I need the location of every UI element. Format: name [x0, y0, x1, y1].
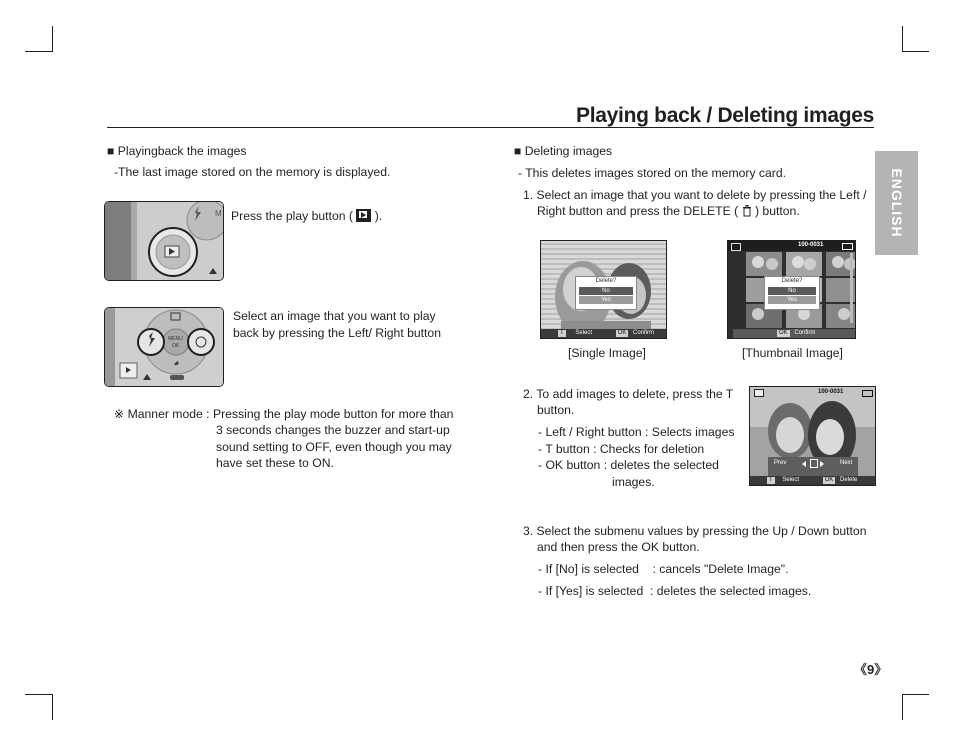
delete-step2-bullet3: - OK button : deletes the selected: [538, 458, 719, 472]
thumb-top-bar: [728, 241, 855, 251]
select-key-ok: OK: [824, 477, 834, 483]
delete-step3-no: - If [No] is selected : cancels "Delete Image".: [538, 562, 789, 576]
delete-step2-bullet2: - T button : Checks for deletion: [538, 442, 705, 456]
select-right-arrow-icon[interactable]: [820, 461, 824, 467]
step1-text-start: Press the play button (: [231, 209, 353, 223]
camera-dpad-drawing: [105, 308, 223, 386]
delete-step1-line2: [537, 203, 800, 219]
right-intro: - This deletes images stored on the memory card.: [518, 166, 787, 180]
select-images-screen: [749, 386, 876, 486]
select-prev-label[interactable]: Prev: [774, 460, 787, 466]
select-top-bar: [750, 387, 875, 398]
right-section-heading: ■ Deleting images: [514, 144, 613, 158]
thumb-label-confirm: Confirm: [794, 330, 816, 336]
single-key-ok: OK: [617, 330, 627, 336]
delete-step2-bullet4: images.: [612, 475, 655, 489]
thumb-play-icon: [731, 243, 741, 251]
step1-text-end: ).: [374, 209, 383, 223]
single-delete-dialog: [575, 276, 637, 310]
thumb-bottom-bar: [733, 329, 855, 338]
thumbnail-delete-screen: [727, 240, 856, 339]
crop-mark-tl-v: [52, 26, 53, 52]
thumb-battery-icon: [842, 243, 853, 250]
step2-line2: back by pressing the Left/ Right button: [233, 326, 441, 340]
delete-step2-bullet1: - Left / Right button : Selects images: [538, 425, 735, 439]
manner-mode-line3: sound setting to OFF, even though you may: [216, 440, 452, 454]
select-key-t: T: [769, 477, 773, 483]
svg-text:M: M: [215, 209, 222, 218]
page-number: 《9》: [854, 662, 888, 677]
delete-step2-line2: button.: [537, 403, 575, 417]
single-bottom-bar: [541, 329, 666, 338]
svg-text:MENU: MENU: [168, 336, 183, 342]
thumb-file-number: 100-0031: [798, 242, 824, 248]
trash-icon: [742, 205, 752, 217]
single-option-no[interactable]: No: [579, 287, 633, 295]
select-images-photo: [750, 387, 875, 485]
crop-mark-br-v: [902, 694, 903, 720]
page-title: Playing back / Deleting images: [576, 104, 874, 127]
delete-step3-yes: - If [Yes] is selected : deletes the selected images.: [538, 584, 812, 598]
delete-step1-line2-end: ) button.: [754, 204, 800, 218]
single-dialog-title: Delete?: [595, 278, 617, 284]
select-next-label[interactable]: Next: [840, 460, 853, 466]
caption-thumbnail-image: [Thumbnail Image]: [742, 346, 843, 360]
delete-step3-line2: and then press the OK button.: [537, 540, 700, 554]
select-bottom-bar: [750, 476, 875, 485]
select-left-arrow-icon[interactable]: [802, 461, 806, 467]
thumb-option-yes[interactable]: Yes: [768, 296, 816, 304]
camera-left-right-buttons-illustration: [104, 307, 224, 387]
thumb-key-ok: OK: [779, 330, 788, 336]
select-file-number: 100-0031: [818, 389, 844, 395]
thumb-dialog-title: Delete?: [781, 278, 803, 284]
delete-step1-line2-start: Right button and press the DELETE (: [537, 204, 739, 218]
delete-step3-line1: 3. Select the submenu values by pressing the Up / Down button: [523, 524, 867, 538]
thumb-scrollbar[interactable]: [850, 253, 853, 323]
select-trash-icon: [810, 459, 818, 468]
left-section-heading: ■ Playingback the images: [107, 144, 247, 158]
caption-single-image: [Single Image]: [568, 346, 646, 360]
single-key-t: T: [560, 330, 564, 336]
crop-mark-tl-h: [25, 51, 52, 52]
manner-mode-line1: ※ Manner mode : Pressing the play mode button for more than: [114, 407, 454, 421]
language-tab-label: ENGLISH: [888, 168, 905, 238]
step2-line1: Select an image that you want to play: [233, 309, 436, 323]
title-rule: [107, 127, 874, 128]
crop-mark-bl-h: [25, 694, 52, 695]
manner-mode-line2: 3 seconds changes the buzzer and start-up: [216, 423, 450, 437]
single-image-delete-screen: [540, 240, 667, 339]
thumb-delete-dialog: [764, 276, 820, 310]
language-tab: [875, 151, 918, 255]
play-button-icon: [356, 209, 371, 222]
delete-step2-line1: 2. To add images to delete, press the T: [523, 387, 734, 401]
manner-mode-line4: have set these to ON.: [216, 456, 334, 470]
left-intro: -The last image stored on the memory is displayed.: [114, 165, 391, 179]
select-label-delete: Delete: [840, 477, 858, 483]
crop-mark-tr-v: [902, 26, 903, 52]
select-battery-icon: [862, 390, 873, 397]
single-label-confirm: Confirm: [633, 330, 655, 336]
select-label-select: Select: [782, 477, 800, 483]
step1-text: [231, 208, 382, 224]
select-play-icon: [754, 389, 764, 397]
crop-mark-br-h: [902, 694, 929, 695]
thumb-option-no[interactable]: No: [768, 287, 816, 295]
camera-play-button-drawing: [105, 202, 223, 280]
crop-mark-bl-v: [52, 694, 53, 720]
svg-text:OK: OK: [172, 343, 180, 349]
camera-play-button-illustration: [104, 201, 224, 281]
single-option-yes[interactable]: Yes: [579, 296, 633, 304]
single-label-select: Select: [575, 330, 593, 336]
delete-step1-line1: 1. Select an image that you want to delete by pressing the Left /: [523, 188, 867, 202]
crop-mark-tr-h: [902, 51, 929, 52]
